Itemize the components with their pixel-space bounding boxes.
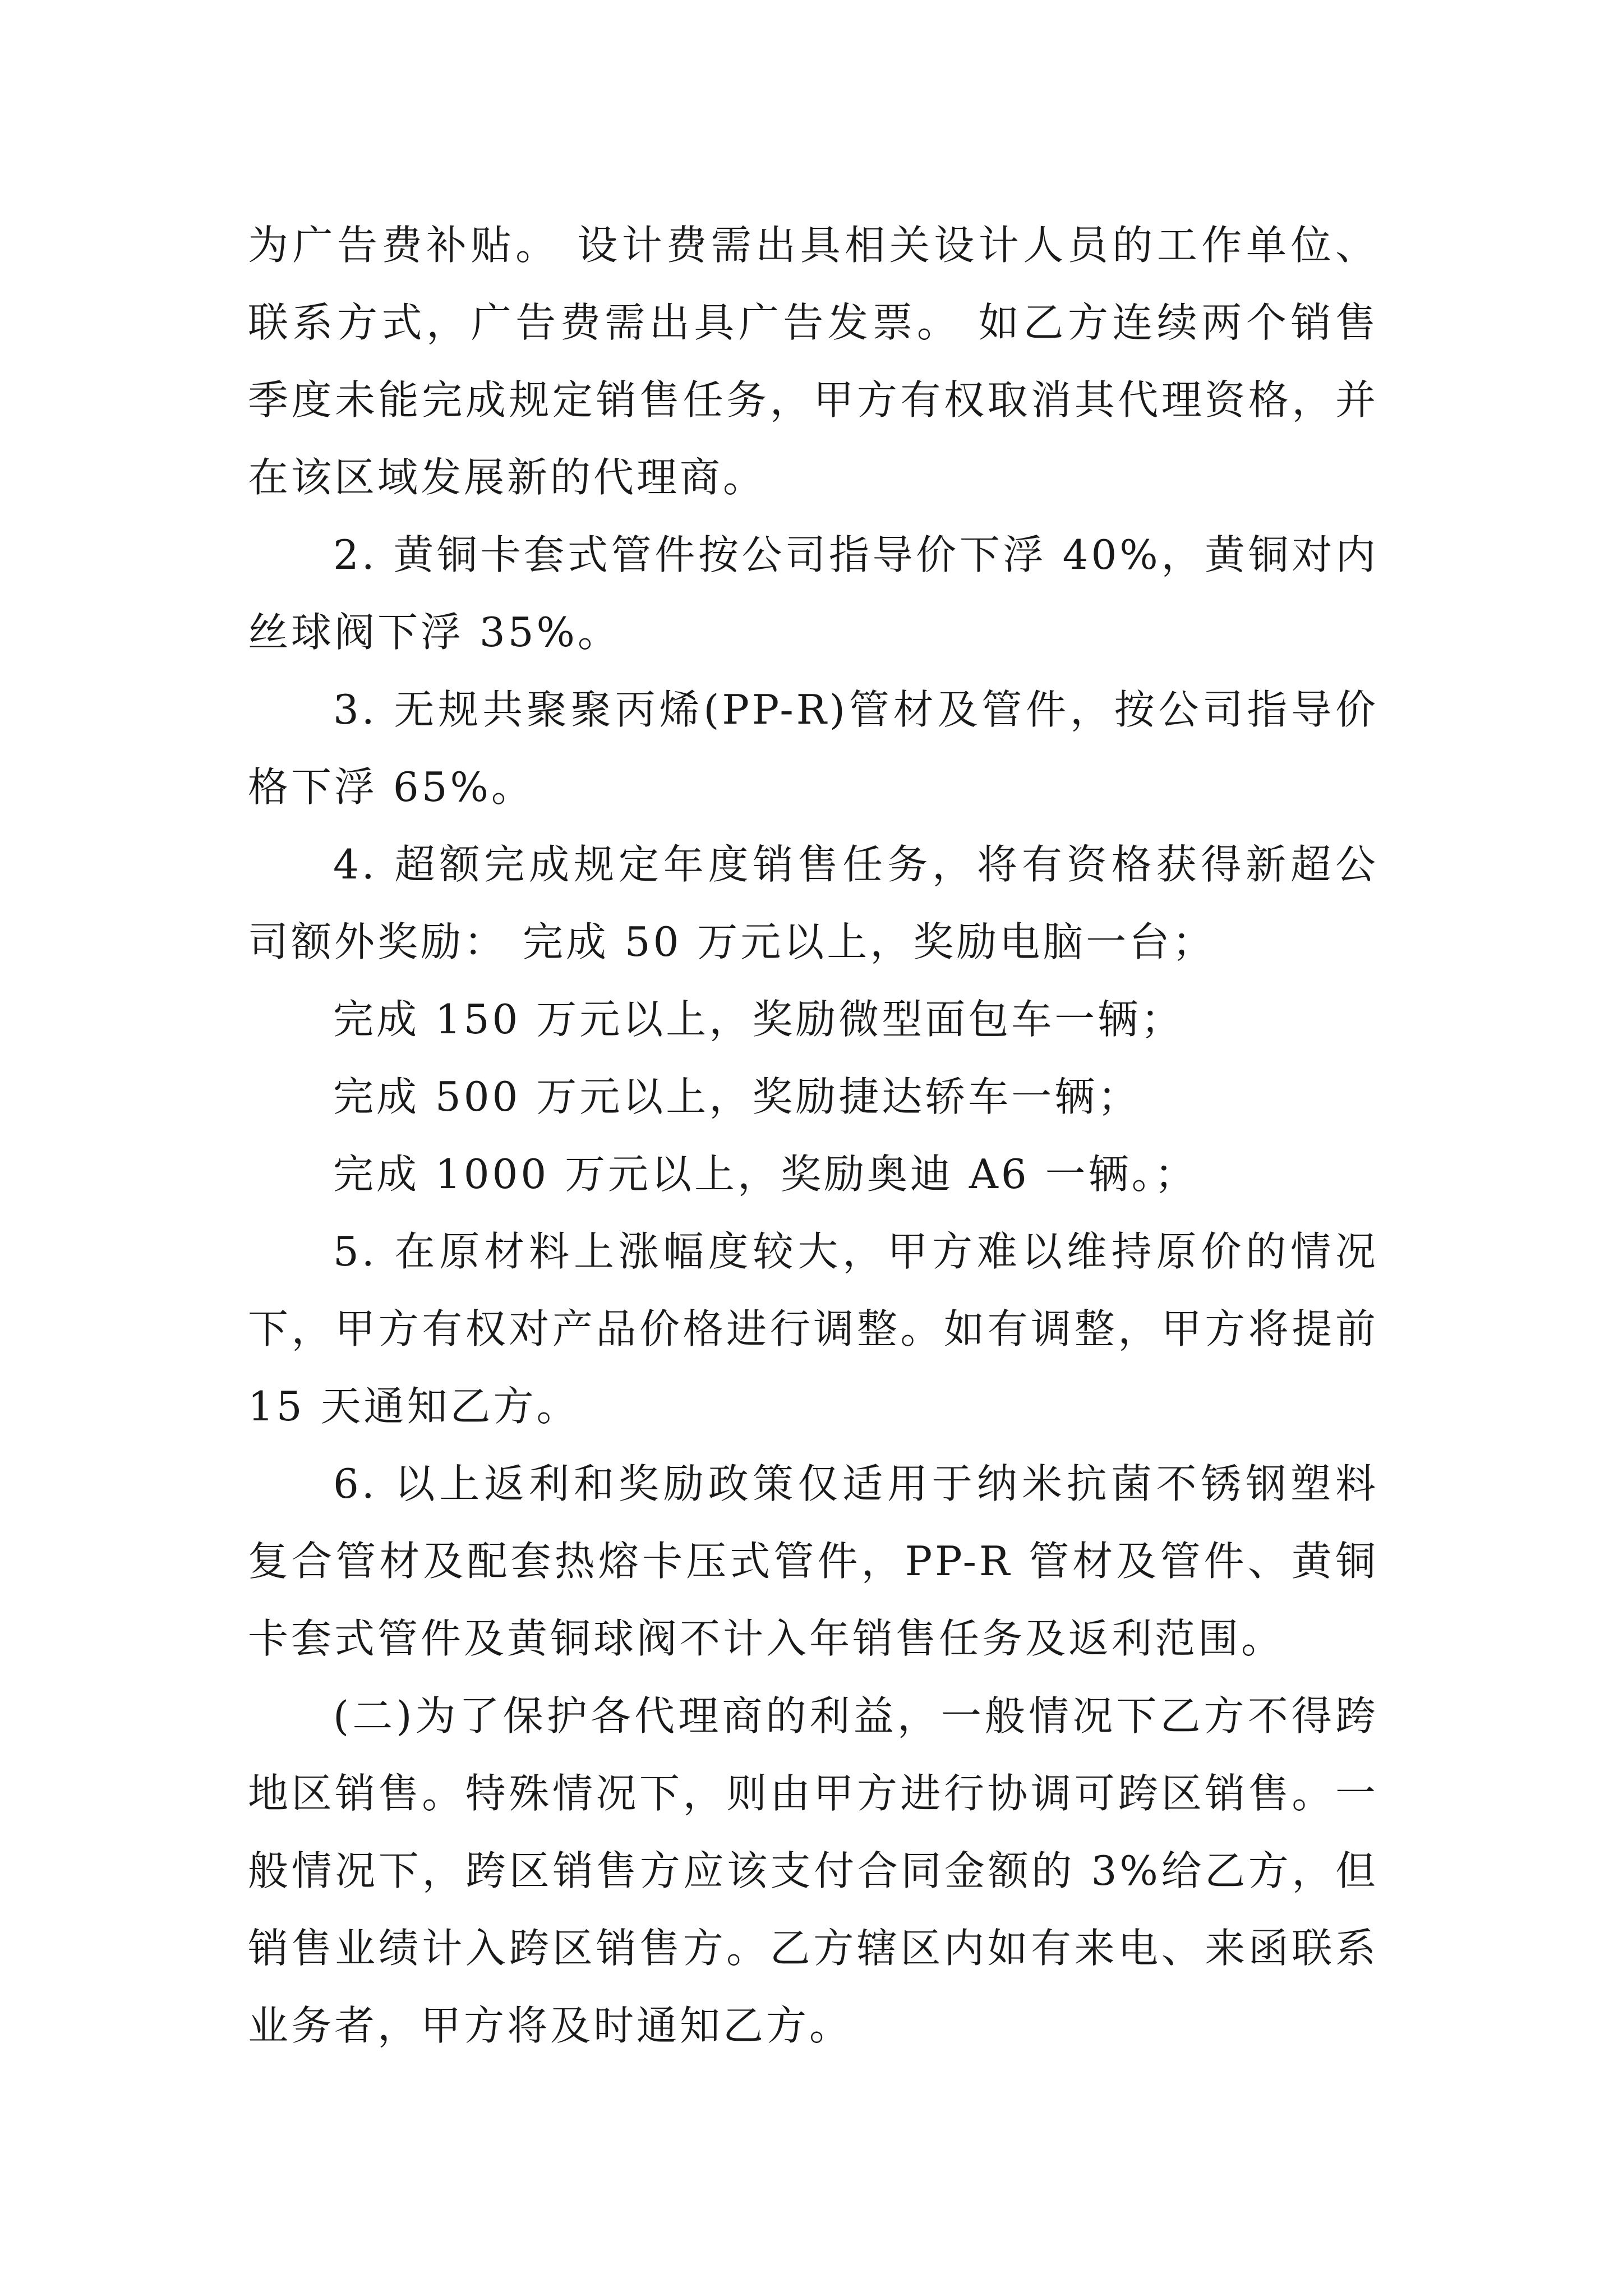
paragraph-item-2-brass-fittings: 2. 黄铜卡套式管件按公司指导价下浮 40%，黄铜对内丝球阀下浮 35%。 xyxy=(248,531,1378,656)
bonus-line-1000: 完成 1000 万元以上，奖励奥迪 A6 一辆。； xyxy=(333,1151,1198,1198)
bonus-line-150: 完成 150 万元以上，奖励微型面包车一辆； xyxy=(333,996,1184,1043)
paragraph-item-3-ppr-pipes: 3. 无规共聚聚丙烯(PP-R)管材及管件，按公司指导价格下浮 65%。 xyxy=(248,686,1378,811)
paragraph-item-5-price-adjustment: 5. 在原材料上涨幅度较大，甲方难以维持原价的情况下，甲方有权对产品价格进行调整。如有调整，甲方将提前 15 天通知乙方。 xyxy=(248,1228,1378,1430)
paragraph-ad-subsidy: 为广告费补贴。 设计费需出具相关设计人员的工作单位、联系方式，广告费需出具广告发票。 如乙方连续两个销售季度未能完成规定销售任务，甲方有权取消其代理资格，并在该区域发展新的代理商。 xyxy=(248,222,1378,501)
bonus-line-500: 完成 500 万元以上，奖励捷达轿车一辆； xyxy=(333,1073,1141,1120)
document-body xyxy=(248,206,1378,2064)
paragraph-section-2-cross-region: (二)为了保护各代理商的利益，一般情况下乙方不得跨地区销售。特殊情况下，则由甲方进行协调可跨区销售。一般情况下，跨区销售方应该支付合同金额的 3%给乙方，但销售业绩计入跨区销售方。乙方辖区内如有来电、来函联系业务者，甲方将及时通知乙方。 xyxy=(248,1692,1378,2049)
paragraph-item-6-policy-scope: 6. 以上返利和奖励政策仅适用于纳米抗菌不锈钢塑料复合管材及配套热熔卡压式管件，PP-R 管材及管件、黄铜卡套式管件及黄铜球阀不计入年销售任务及返利范围。 xyxy=(248,1460,1378,1662)
paragraph-item-4-bonus: 4. 超额完成规定年度销售任务，将有资格获得新超公司额外奖励： 完成 50 万元以上，奖励电脑一台； xyxy=(248,841,1378,965)
